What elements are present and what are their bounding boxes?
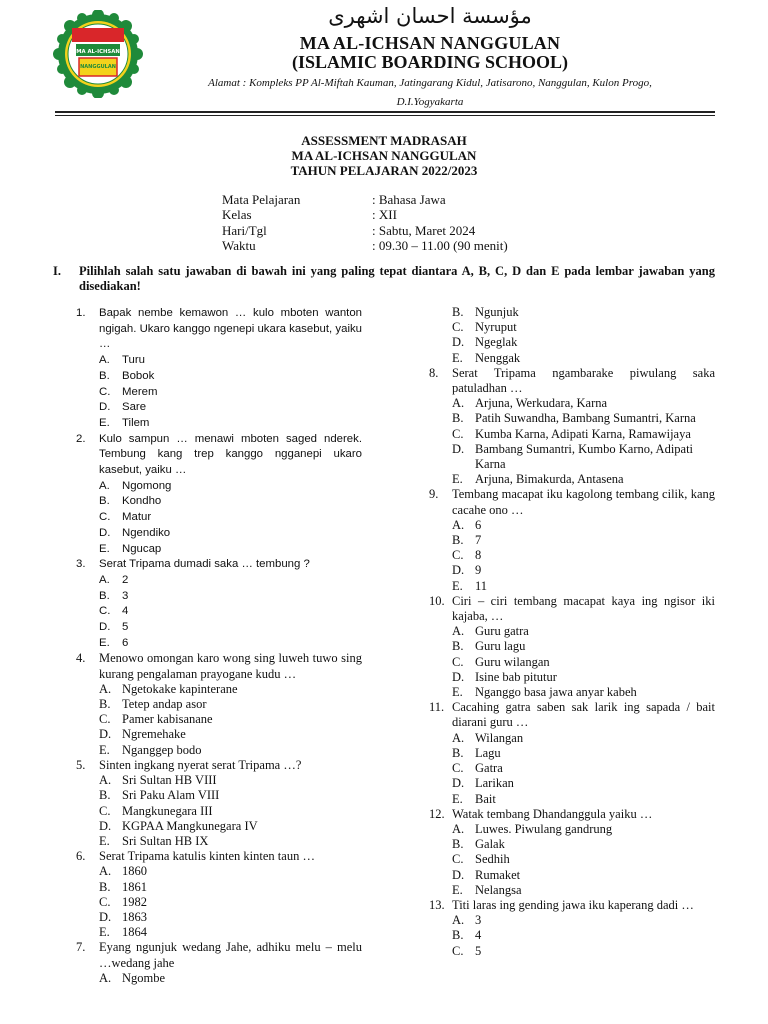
answer-option	[99, 834, 362, 849]
answer-option	[99, 697, 362, 712]
option-text: Gatra	[475, 761, 503, 776]
option-letter: A.	[99, 773, 112, 788]
question-number: 8.	[429, 365, 439, 380]
option-text: Guru gatra	[475, 624, 529, 639]
info-row	[222, 207, 508, 222]
question-item	[76, 557, 362, 651]
answer-option	[452, 320, 715, 335]
option-text: Bobok	[122, 369, 155, 382]
option-text: 3	[122, 589, 129, 602]
option-letter: C.	[452, 654, 464, 669]
answer-option	[99, 895, 362, 910]
answer-option	[99, 804, 362, 819]
answer-option	[452, 442, 715, 472]
answer-option	[452, 883, 715, 898]
option-text: Nenggak	[475, 350, 521, 365]
option-text: Arjuna, Werkudara, Karna	[475, 396, 608, 411]
option-text: KGPAA Mangkunegara IV	[122, 818, 258, 833]
option-letter: C.	[452, 320, 464, 335]
option-text: Isine bab pitutur	[475, 669, 557, 684]
answer-option	[452, 655, 715, 670]
answer-option	[452, 837, 715, 852]
option-text: Bambang Sumantri, Kumbo Karno, Adipati Karna	[475, 441, 694, 472]
option-text: 11	[475, 578, 488, 593]
answer-option	[99, 971, 362, 986]
option-text: 9	[475, 563, 482, 578]
option-text: 3	[475, 913, 482, 928]
question-number: 4.	[76, 651, 86, 666]
answer-option	[452, 928, 715, 943]
info-value: : 09.30 – 11.00 (90 menit)	[372, 237, 508, 253]
question-number: 13.	[429, 897, 445, 912]
option-letter: A.	[452, 913, 465, 928]
answer-option	[99, 880, 362, 895]
answer-option	[99, 604, 362, 620]
answer-option	[452, 746, 715, 761]
option-text: Sri Sultan HB IX	[122, 833, 209, 848]
header-subtitle: (ISLAMIC BOARDING SCHOOL)	[291, 52, 569, 72]
option-letter: B.	[452, 533, 464, 548]
option-text: 6	[475, 517, 482, 532]
option-text: Guru lagu	[475, 639, 526, 654]
option-letter: B.	[452, 639, 464, 654]
option-text: Merem	[122, 385, 158, 398]
option-letter: D.	[99, 401, 111, 414]
answer-option	[452, 548, 715, 563]
option-text: Kondho	[122, 495, 162, 508]
option-text: Ngetokake kapinterane	[122, 681, 238, 696]
answer-option	[452, 624, 715, 639]
option-letter: A.	[452, 730, 465, 745]
answer-option	[452, 761, 715, 776]
option-text: 1860	[122, 864, 147, 879]
answer-option	[99, 712, 362, 727]
option-letter: B.	[452, 411, 464, 426]
option-letter: C.	[99, 894, 111, 909]
option-letter: B.	[99, 697, 111, 712]
section-instruction	[53, 264, 715, 293]
option-text: Nganggo basa jawa anyar kabeh	[475, 685, 637, 700]
address-line-1: Alamat : Kompleks PP Al-Miftah Kauman, Jatingarang Kidul, Jatisarono, Nanggulan, Kulon Progo,	[208, 77, 652, 89]
answer-option	[452, 776, 715, 791]
option-letter: A.	[99, 354, 110, 367]
answer-option	[452, 518, 715, 533]
option-letter: D.	[452, 776, 465, 791]
option-letter: C.	[99, 605, 111, 618]
answer-option	[452, 335, 715, 350]
option-text: 5	[122, 621, 129, 634]
option-letter: B.	[452, 745, 464, 760]
option-text: 7	[475, 533, 482, 548]
option-letter: B.	[99, 495, 110, 508]
option-letter: D.	[452, 669, 465, 684]
answer-option	[452, 472, 715, 487]
answer-option	[99, 542, 362, 558]
option-text: Guru wilangan	[475, 654, 550, 669]
option-text: 5	[475, 943, 482, 958]
option-letter: E.	[99, 416, 110, 429]
option-letter: A.	[99, 479, 110, 492]
option-letter: E.	[452, 882, 463, 897]
info-label: Waktu	[222, 237, 256, 253]
answer-option	[452, 944, 715, 959]
option-letter: D.	[452, 441, 465, 456]
option-letter: E.	[452, 685, 463, 700]
option-text: 2	[122, 573, 129, 586]
option-text: Ngomong	[122, 479, 172, 492]
answer-option	[99, 353, 362, 369]
address-line-2: D.I.Yogyakarta	[396, 96, 464, 108]
answer-option	[452, 913, 715, 928]
question-number: 12.	[429, 806, 445, 821]
answer-option	[99, 620, 362, 636]
option-text: Matur	[122, 511, 152, 524]
answer-option	[99, 819, 362, 834]
question-text: Kulo sampun … menawi mboten saged nderek. Tembung kang trep kanggo ngganepi ukaro kasebut, yaiku …	[99, 432, 362, 477]
option-letter: D.	[99, 818, 112, 833]
questions-left-column	[76, 306, 362, 986]
question-text: Serat Tripama katulis kinten kinten taun …	[99, 849, 315, 864]
answer-option	[99, 636, 362, 652]
option-letter: C.	[452, 852, 464, 867]
option-letter: B.	[452, 928, 464, 943]
info-label: Mata Pelajaran	[222, 192, 301, 207]
answer-option	[99, 788, 362, 803]
answer-option	[99, 494, 362, 510]
option-text: Ngendiko	[122, 526, 171, 539]
question-number: 1.	[76, 307, 86, 319]
option-text: 1982	[122, 894, 147, 909]
option-letter: E.	[452, 350, 463, 365]
question-number: 2.	[76, 432, 86, 445]
question-number: 10.	[429, 593, 445, 608]
question-item	[429, 807, 715, 898]
answer-option	[452, 563, 715, 578]
option-letter: D.	[99, 909, 112, 924]
answer-option	[452, 639, 715, 654]
header-school-name: MA AL-ICHSAN NANGGULAN	[299, 33, 561, 53]
option-letter: B.	[99, 879, 111, 894]
option-text: 6	[122, 636, 129, 649]
info-value: : Sabtu, Maret 2024	[372, 222, 476, 238]
option-text: Tilem	[122, 416, 150, 429]
header-divider-thin	[55, 115, 715, 116]
exam-info-table	[222, 192, 508, 253]
option-letter: E.	[99, 925, 110, 940]
answer-option	[99, 682, 362, 697]
answer-option	[452, 670, 715, 685]
question-continuation	[429, 305, 715, 366]
question-number: 11.	[429, 700, 445, 715]
option-text: Sri Sultan HB VIII	[122, 773, 217, 788]
exam-title-3: TAHUN PELAJARAN 2022/2023	[290, 163, 478, 178]
question-text: Watak tembang Dhandanggula yaiku …	[452, 806, 653, 821]
option-letter: A.	[99, 681, 112, 696]
question-text: Serat Tripama dumadi saka … tembung ?	[99, 558, 310, 571]
option-text: Tetep andap asor	[122, 697, 207, 712]
option-text: Larikan	[475, 776, 514, 791]
answer-option	[99, 743, 362, 758]
option-text: Patih Suwandha, Bambang Sumantri, Karna	[475, 411, 696, 426]
header-divider-thick	[55, 111, 715, 113]
question-number: 5.	[76, 757, 86, 772]
option-text: Wilangan	[475, 730, 524, 745]
answer-option	[452, 533, 715, 548]
option-text: Mangkunegara III	[122, 803, 213, 818]
answer-option	[452, 351, 715, 366]
option-text: Nganggep bodo	[122, 742, 202, 757]
answer-option	[99, 910, 362, 925]
question-item	[76, 849, 362, 940]
answer-option	[452, 427, 715, 442]
answer-option	[99, 727, 362, 742]
question-number: 7.	[76, 940, 86, 955]
option-letter: B.	[452, 305, 464, 319]
answer-option	[99, 573, 362, 589]
option-text: Nelangsa	[475, 882, 522, 897]
option-text: 4	[475, 928, 482, 943]
answer-option	[99, 385, 362, 401]
answer-option	[99, 773, 362, 788]
answer-option	[452, 396, 715, 411]
option-letter: C.	[99, 511, 111, 524]
question-number: 6.	[76, 849, 86, 864]
option-text: Sare	[122, 401, 147, 414]
answer-option	[99, 479, 362, 495]
option-letter: C.	[452, 761, 464, 776]
option-letter: A.	[99, 864, 112, 879]
option-letter: B.	[452, 837, 464, 852]
option-letter: C.	[452, 943, 464, 958]
option-text: Ngeglak	[475, 335, 518, 350]
option-text: Nyruput	[475, 320, 517, 335]
info-row	[222, 192, 508, 207]
exam-title-2: MA AL-ICHSAN NANGGULAN	[291, 148, 477, 163]
answer-option	[452, 411, 715, 426]
question-item	[76, 758, 362, 849]
question-text: Bapak nembe kemawon … kulo mboten wanton ngigah. Ukaro kanggo ngenepi ukara kasebut, yaiku …	[99, 307, 362, 351]
header-arabic-title: مؤسسة احسان اشهرى	[328, 4, 532, 28]
question-text: Cacahing gatra saben sak larik ing sapada / bait diarani guru …	[452, 700, 715, 730]
section-number: I.	[53, 264, 61, 278]
option-letter: E.	[99, 742, 110, 757]
info-row	[222, 238, 508, 253]
logo-text-top: MA AL-ICHSAN	[76, 49, 120, 55]
answer-option	[99, 400, 362, 416]
option-text: Luwes. Piwulang gandrung	[475, 821, 613, 836]
option-text: Rumaket	[475, 867, 521, 882]
option-text: Turu	[122, 354, 145, 367]
option-letter: E.	[99, 833, 110, 848]
answer-option	[452, 579, 715, 594]
option-letter: A.	[99, 573, 110, 586]
option-letter: E.	[452, 791, 463, 806]
question-item	[76, 306, 362, 432]
option-letter: A.	[452, 624, 465, 639]
info-value: : Bahasa Jawa	[372, 192, 446, 207]
question-text: Menowo omongan karo wong sing luweh tuwo sing kurang pengalaman prayogane kudu …	[99, 651, 362, 681]
question-text: Titi laras ing gending jawa iku kaperang dadi …	[452, 897, 694, 912]
option-text: Galak	[475, 837, 505, 852]
question-item	[76, 432, 362, 558]
option-text: 4	[122, 605, 129, 618]
option-text: Arjuna, Bimakurda, Antasena	[475, 472, 624, 487]
question-item	[429, 700, 715, 806]
option-letter: E.	[452, 472, 463, 487]
question-text: Serat Tripama ngambarake piwulang saka patuladhan …	[452, 365, 715, 396]
option-letter: B.	[99, 589, 110, 602]
question-item	[429, 487, 715, 593]
answer-option	[452, 852, 715, 867]
question-number: 3.	[76, 558, 86, 571]
answer-option	[99, 526, 362, 542]
option-letter: C.	[452, 426, 464, 441]
option-letter: B.	[99, 788, 111, 803]
option-text: Pamer kabisanane	[122, 712, 213, 727]
option-letter: B.	[99, 369, 110, 382]
answer-option	[452, 822, 715, 837]
answer-option	[99, 416, 362, 432]
option-letter: A.	[452, 821, 465, 836]
option-letter: D.	[452, 335, 465, 350]
question-item	[429, 898, 715, 959]
answer-option	[99, 925, 362, 940]
answer-option	[99, 510, 362, 526]
option-text: Kumba Karna, Adipati Karna, Ramawijaya	[475, 426, 691, 441]
answer-option	[452, 731, 715, 746]
option-letter: E.	[452, 578, 463, 593]
question-text: Tembang macapat iku kagolong tembang cilik, kang cacahe ono …	[452, 487, 715, 517]
answer-option	[452, 305, 715, 320]
option-letter: C.	[99, 803, 111, 818]
answer-option	[99, 589, 362, 605]
instruction-text: Pilihlah salah satu jawaban di bawah ini yang paling tepat diantara A, B, C, D dan E pada lembar jawaban yang disediakan!	[79, 264, 715, 293]
option-text: Ngremehake	[122, 727, 186, 742]
answer-option	[452, 868, 715, 883]
option-text: Sri Paku Alam VIII	[122, 788, 220, 803]
option-text: Ngucap	[122, 542, 162, 555]
option-letter: C.	[99, 385, 111, 398]
option-text: Ngunjuk	[475, 305, 519, 319]
option-letter: A.	[99, 970, 112, 985]
question-item	[429, 594, 715, 700]
answer-option	[99, 369, 362, 385]
option-letter: A.	[452, 396, 465, 411]
logo-text-bottom: NANGGULAN	[80, 64, 116, 70]
option-letter: E.	[99, 542, 110, 555]
option-text: Bait	[475, 791, 496, 806]
question-item	[429, 366, 715, 488]
answer-option	[452, 792, 715, 807]
option-letter: C.	[452, 548, 464, 563]
option-letter: A.	[452, 517, 465, 532]
option-text: 1861	[122, 879, 147, 894]
option-text: 1863	[122, 909, 147, 924]
option-text: 1864	[122, 925, 147, 940]
question-text: Eyang ngunjuk wedang Jahe, adhiku melu – melu …wedang jahe	[99, 940, 362, 970]
answer-option	[99, 864, 362, 879]
option-letter: D.	[452, 867, 465, 882]
option-letter: E.	[99, 636, 110, 649]
option-letter: C.	[99, 712, 111, 727]
questions-right-column	[429, 305, 715, 959]
option-text: Sedhih	[475, 852, 510, 867]
question-text: Ciri – ciri tembang macapat kaya ing ngisor iki kajaba, …	[452, 593, 715, 624]
answer-option	[452, 685, 715, 700]
question-item	[76, 651, 362, 757]
info-label: Kelas	[222, 207, 252, 223]
option-text: Lagu	[475, 745, 501, 760]
exam-title-1: ASSESSMENT MADRASAH	[301, 133, 467, 148]
option-letter: D.	[99, 727, 112, 742]
info-row	[222, 223, 508, 238]
option-letter: D.	[99, 526, 111, 539]
option-text: Ngombe	[122, 970, 166, 985]
option-letter: D.	[452, 563, 465, 578]
question-number: 9.	[429, 487, 439, 502]
question-text: Sinten ingkang nyerat serat Tripama …?	[99, 757, 302, 772]
header-address	[160, 74, 700, 112]
option-letter: D.	[99, 621, 111, 634]
info-value: : XII	[372, 207, 397, 223]
option-text: 8	[475, 548, 482, 563]
question-item	[76, 940, 362, 986]
info-label: Hari/Tgl	[222, 222, 267, 238]
